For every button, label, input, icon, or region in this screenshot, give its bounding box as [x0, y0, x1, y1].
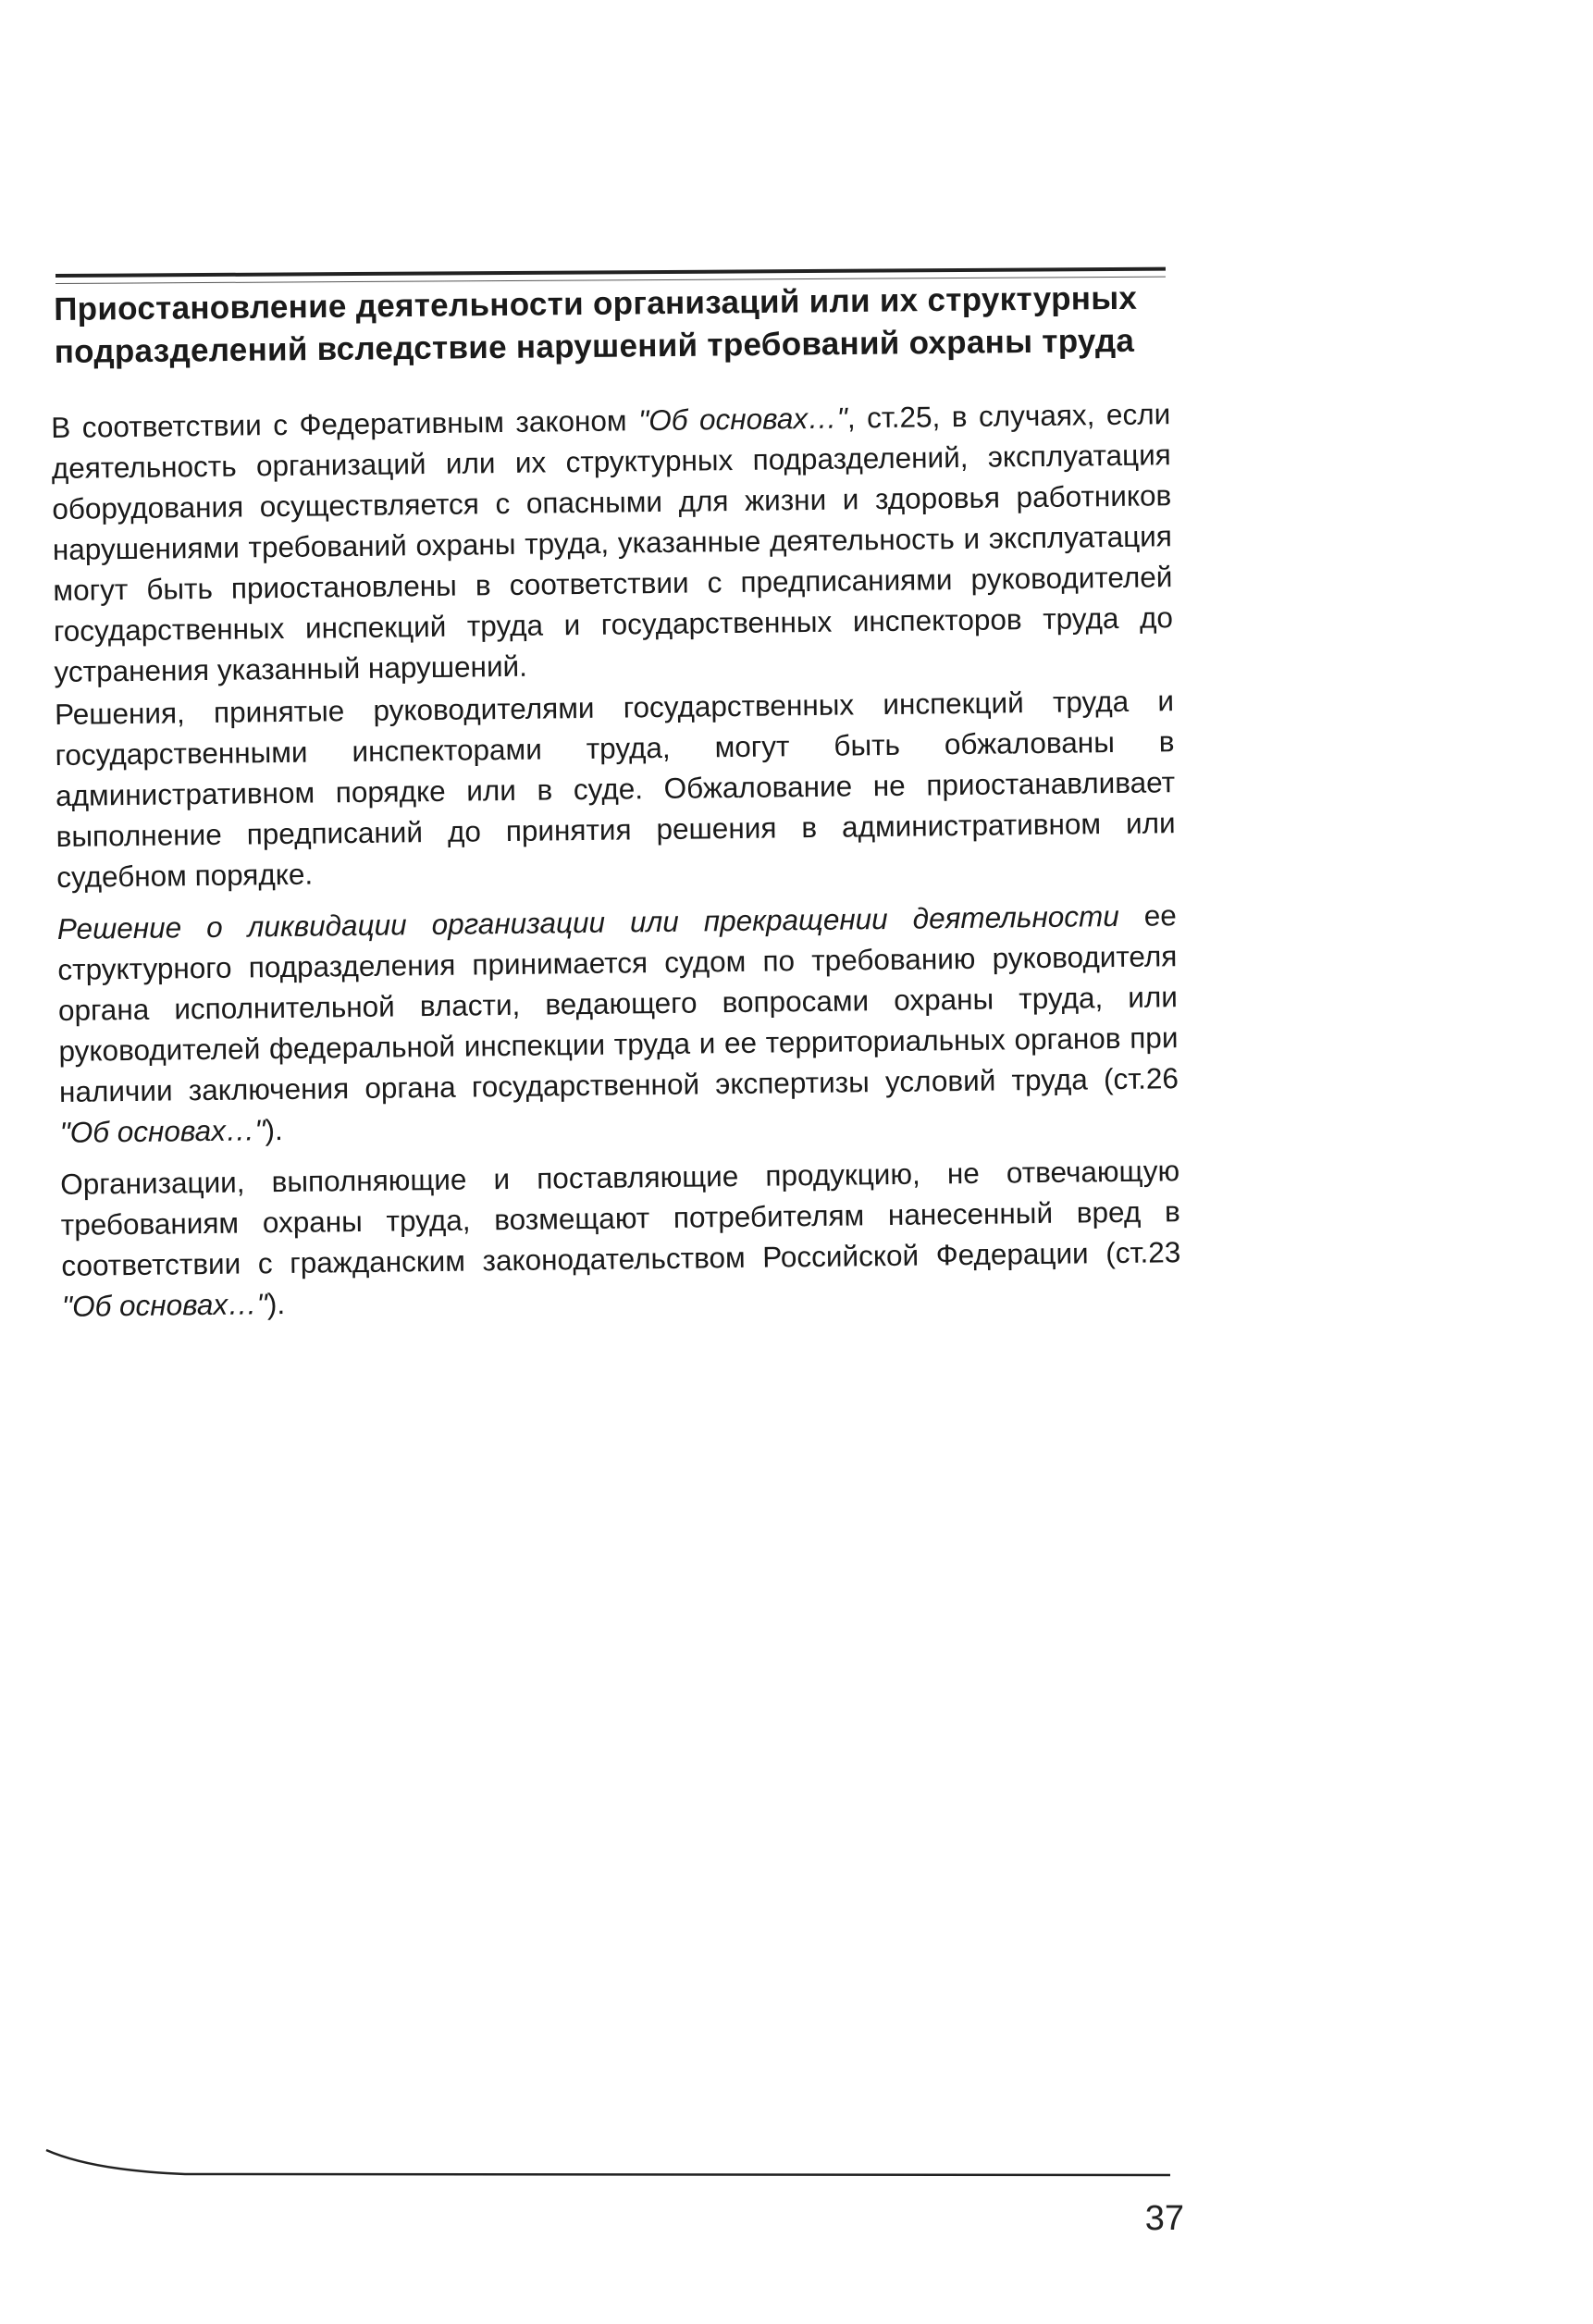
paragraph-3-text-b: ее структурного подразделения принимается судом по требованию руководителя органа исполнительной власти, ведающего вопросами охраны труда, или руководителей федеральной инспекции труда и ее территориальных органов при наличии заключения органа государственной экспертизы условий труда (ст.26: [57, 898, 1179, 1108]
paragraph-3-citation: "Об основах…": [59, 1113, 266, 1149]
paragraph-3: [57, 895, 1179, 1153]
header-rule: [56, 267, 1166, 278]
paragraph-1-citation: "Об основах…": [637, 401, 848, 438]
section-heading: [54, 277, 1165, 374]
paragraph-3-italic-lead: Решение о ликвидации организации или прекращении деятельности: [56, 898, 1120, 946]
paragraph-1-text-a: В соответствии с Федеративным законом: [51, 403, 639, 444]
paragraph-4-text-a: Организации, выполняющие и поставляющие продукцию, не отвечающую требованиям охраны труда, возмещают потребителям нанесенный вред в соответствии с гражданским законодательством Российской Федерации (ст.23: [60, 1154, 1181, 1282]
paragraph-3-text-d: ).: [265, 1112, 284, 1147]
heading-line-1: Приостановление деятельности организаций или их структурных: [54, 279, 1138, 328]
page-number: 37: [1144, 2199, 1184, 2238]
heading-line-2: подразделений вследствие нарушений требований охраны труда: [54, 322, 1135, 370]
paragraph-2: Решения, принятые руководителями государственных инспекций труда и государственными инспекторами труда, могут быть обжалованы в административном порядке или в суде. Обжалование не приостанавливает выполнение предписаний до принятия решения в административном или судебном порядке.: [54, 684, 1176, 894]
paragraph-4-text-c: ).: [266, 1286, 286, 1321]
paragraph-4-citation: "Об основах…": [61, 1287, 268, 1323]
paragraph-1-text-c: , ст.25, в случаях, если деятельность организаций или их структурных подразделений, эксплуатация оборудования осуществляется с опасными для жизни и здоровья работников нарушениями требований охраны труда, указанные деятельность и эксплуатация могут быть приостановлены в соответствии с предписаниями руководителей государственных инспекций труда и государственных инспекторов труда до устранения указанный нарушений.: [51, 397, 1174, 688]
footer-rule: [37, 2146, 1184, 2183]
paragraph-4: [60, 1150, 1181, 1327]
paragraph-1: [51, 393, 1174, 692]
body-text: [51, 393, 1181, 1327]
